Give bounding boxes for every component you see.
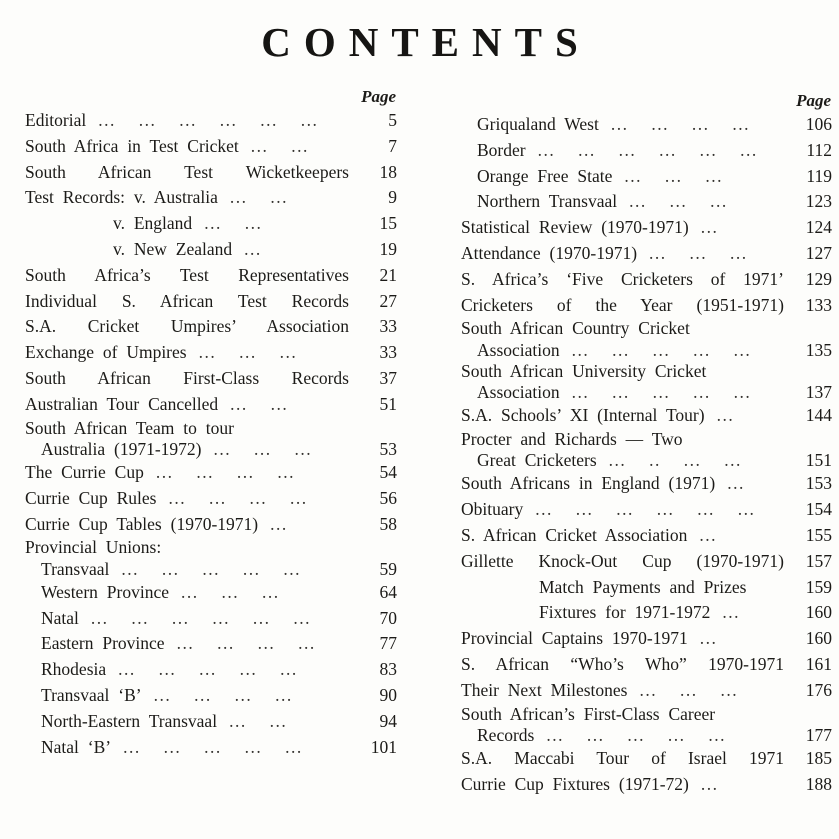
toc-entry-label: Australian Tour Cancelled — [25, 393, 219, 414]
toc-entry — [461, 293, 832, 319]
toc-entry-leader-dots: ... ... ... ... — [153, 684, 293, 705]
toc-entry-page-number: 27 — [379, 290, 397, 311]
toc-entry-page-number: 144 — [805, 405, 832, 426]
toc-entry-label: Test Records: v. Australia — [25, 187, 218, 208]
toc-entry — [461, 549, 832, 575]
toc-entry-page-number: 151 — [805, 450, 832, 471]
toc-entry-leader-dots: ... ... — [229, 187, 289, 208]
toc-entry-leader-dots: ... ... ... ... ... — [571, 381, 752, 402]
toc-entry — [461, 164, 832, 190]
toc-entry-leader-dots: ... ... ... ... — [176, 633, 316, 654]
toc-entry-leader-dots: ... ... — [229, 710, 288, 731]
toc-entry-page-number: 51 — [379, 393, 397, 414]
toc-entry — [25, 418, 397, 439]
toc-entry-page-number: 157 — [805, 550, 832, 571]
toc-entry-label: Griqualand West — [477, 114, 599, 134]
toc-entry — [25, 580, 397, 606]
toc-entry — [25, 185, 397, 211]
toc-entry-page-number: 153 — [805, 473, 832, 494]
toc-entry-leader-dots: ... ... — [230, 393, 289, 414]
toc-entry — [461, 600, 832, 626]
toc-entry-label: South African University Cricket — [461, 360, 707, 381]
toc-entry-label: Natal — [41, 607, 79, 628]
toc-entry-label: S. African “Who’s Who” 1970-1971 — [461, 653, 784, 674]
toc-entry-leader-dots: ... ... ... — [649, 242, 748, 263]
toc-entry-page-number: 56 — [379, 487, 397, 508]
toc-entry-leader-dots: ... ... ... ... ... ... — [537, 139, 758, 160]
toc-entry — [461, 112, 832, 138]
toc-entry-page-number: 161 — [805, 653, 832, 674]
toc-entry — [25, 237, 397, 263]
toc-entry-label: Match Payments and Prizes — [539, 576, 747, 597]
toc-entry-page-number: 58 — [379, 513, 397, 534]
toc-entry — [461, 429, 832, 450]
toc-entry-leader-dots: ... ... ... — [213, 438, 313, 459]
toc-entry-page-number: 64 — [379, 581, 397, 602]
toc-entry-label: South Africans in England (1971) — [461, 473, 716, 494]
toc-entry — [461, 725, 832, 746]
page-header-label: Page — [796, 91, 831, 110]
toc-entry-leader-dots: ... — [727, 473, 745, 494]
toc-entry — [461, 138, 832, 164]
toc-entry-page-number: 119 — [806, 165, 832, 186]
toc-entry-label: Cricketers of the Year (1951-1971) — [461, 294, 784, 315]
toc-entry-leader-dots: ... — [722, 602, 740, 623]
toc-entry-page-number: 59 — [379, 558, 397, 579]
toc-entry — [461, 746, 832, 772]
toc-entry-label: Individual S. African Test Records — [25, 290, 349, 311]
toc-left-column — [25, 86, 397, 760]
toc-entry-label: Procter and Richards — Two — [461, 428, 683, 449]
toc-entry-label: Natal ‘B’ — [41, 736, 112, 757]
toc-entry-label: Currie Cup Rules — [25, 487, 157, 508]
toc-entry-page-number: 18 — [379, 161, 397, 182]
toc-entry-page-number: 159 — [805, 576, 832, 597]
toc-entry-page-number: 37 — [379, 367, 397, 388]
toc-entry — [25, 340, 397, 366]
toc-entry — [25, 460, 397, 486]
toc-entry-leader-dots: ... ... — [204, 213, 263, 234]
toc-entry — [25, 314, 397, 340]
toc-entry-label: Transvaal — [41, 558, 110, 579]
toc-entry — [25, 439, 397, 460]
toc-entry — [461, 450, 832, 471]
toc-entry-label: Western Province — [41, 581, 169, 602]
toc-entry-page-number: 185 — [805, 747, 832, 768]
toc-right-rows — [461, 112, 832, 798]
toc-entry-label: North-Eastern Transvaal — [41, 710, 218, 731]
toc-entry-label: Association — [477, 381, 560, 402]
toc-entry-label: Gillette Knock-Out Cup (1970-1971) — [461, 550, 784, 571]
page-header-label: Page — [361, 87, 396, 106]
toc-entry-label: S. African Cricket Association — [461, 524, 688, 545]
toc-entry-label: Fixtures for 1971-1972 — [539, 602, 711, 623]
toc-entry-page-number: 188 — [805, 773, 832, 794]
toc-entry-page-number: 112 — [806, 139, 832, 160]
toc-entry-label: Records — [477, 724, 535, 745]
toc-entry-label: v. England — [113, 213, 193, 234]
toc-entry-page-number: 124 — [805, 217, 832, 238]
toc-entry — [25, 631, 397, 657]
toc-entry-leader-dots: ... ... ... ... — [168, 487, 308, 508]
toc-entry-leader-dots: ... ... ... ... ... ... — [90, 607, 312, 628]
toc-entry — [461, 471, 832, 497]
toc-entry-page-number: 5 — [388, 110, 397, 130]
toc-entry-page-number: 70 — [379, 607, 397, 628]
toc-entry-label: Provincial Captains 1970-1971 — [461, 628, 688, 649]
toc-entry-page-number: 15 — [379, 213, 397, 234]
toc-entry-leader-dots: ... ... ... ... ... — [546, 724, 726, 745]
toc-entry-label: v. New Zealand — [113, 238, 233, 259]
toc-entry — [461, 241, 832, 267]
toc-entry-page-number: 54 — [379, 461, 397, 482]
toc-entry — [461, 318, 832, 339]
toc-entry-page-number: 106 — [805, 114, 832, 134]
toc-entry — [461, 652, 832, 678]
toc-entry-page-number: 137 — [805, 381, 832, 402]
toc-entry-label: The Currie Cup — [25, 461, 144, 482]
toc-entry — [461, 497, 832, 523]
toc-entry — [25, 486, 397, 512]
toc-entry-leader-dots: ... — [700, 773, 719, 794]
toc-entry-leader-dots: ... ... ... — [180, 581, 280, 602]
toc-entry-page-number: 160 — [805, 602, 832, 623]
toc-left-rows — [25, 108, 397, 760]
toc-entry-label: Provincial Unions: — [25, 537, 162, 558]
toc-entry-leader-dots: ... ... ... — [624, 165, 723, 186]
toc-entry-leader-dots: ... ... ... — [198, 342, 298, 363]
toc-entry — [461, 267, 832, 293]
toc-entry-label: Exchange of Umpires — [25, 342, 187, 363]
toc-entry-label: South African Team to tour — [25, 417, 234, 438]
toc-entry — [25, 211, 397, 237]
toc-entry-page-number: 160 — [805, 628, 832, 649]
toc-entry-leader-dots: ... — [270, 513, 288, 534]
toc-entry-label: S.A. Schools’ XI (Internal Tour) — [461, 405, 705, 426]
toc-entry-page-number: 123 — [805, 191, 832, 212]
toc-entry-leader-dots: ... ... ... — [639, 679, 739, 700]
toc-entry-label: S.A. Maccabi Tour of Israel 1971 — [461, 747, 784, 768]
toc-entry-label: South Africa’s Test Representatives — [25, 264, 349, 285]
toc-entry — [25, 683, 397, 709]
toc-entry — [461, 704, 832, 725]
toc-entry-page-number: 33 — [379, 316, 397, 337]
toc-entry-page-number: 33 — [379, 342, 397, 363]
toc-entry-label: South Africa in Test Cricket — [25, 135, 239, 156]
toc-entry-label: Statistical Review (1970-1971) — [461, 217, 689, 238]
toc-entry-leader-dots: ... — [716, 405, 735, 426]
toc-entry-page-number: 127 — [805, 242, 832, 263]
toc-entry-page-number: 21 — [379, 264, 397, 285]
toc-entry-label: South African First-Class Records — [25, 367, 349, 388]
toc-entry — [25, 289, 397, 315]
toc-entry-label: Border — [477, 139, 526, 160]
toc-entry-label: Attendance (1970-1971) — [461, 242, 638, 263]
toc-entry-leader-dots: ... ... ... ... ... — [123, 736, 303, 757]
toc-entry — [25, 392, 397, 418]
toc-entry-label: South African Country Cricket — [461, 318, 690, 339]
toc-entry-label: Orange Free State — [477, 165, 613, 186]
toc-entry-label: Currie Cup Tables (1970-1971) — [25, 513, 259, 534]
toc-entry-label: S.A. Cricket Umpires’ Association — [25, 316, 349, 337]
toc-entry — [25, 160, 397, 186]
toc-entry — [25, 735, 397, 761]
toc-entry-label: Currie Cup Fixtures (1971-72) — [461, 773, 689, 794]
toc-entry-page-number: 19 — [379, 238, 397, 259]
toc-entry-leader-dots: ... ... ... — [629, 191, 728, 212]
toc-entry-leader-dots: ... — [699, 628, 718, 649]
toc-entry — [25, 709, 397, 735]
toc-entry-label: Editorial — [25, 110, 87, 130]
toc-entry-label: S. Africa’s ‘Five Cricketers of 1971’ — [461, 268, 784, 289]
toc-entry — [461, 215, 832, 241]
toc-entry — [25, 537, 397, 558]
toc-entry-leader-dots: ... ... — [250, 135, 309, 156]
toc-entry — [461, 772, 832, 798]
toc-entry-label: Their Next Milestones — [461, 679, 628, 700]
toc-entry — [461, 340, 832, 361]
toc-entry-page-number: 133 — [805, 294, 832, 315]
toc-entry-leader-dots: ... ... ... ... ... ... — [98, 110, 319, 130]
toc-entry-leader-dots: ... ... ... ... — [610, 114, 750, 134]
toc-entry — [25, 606, 397, 632]
toc-entry-page-number: 9 — [388, 187, 397, 208]
toc-entry — [461, 575, 832, 601]
toc-entry — [25, 559, 397, 580]
toc-entry-page-number: 90 — [379, 684, 397, 705]
toc-entry-page-number: 53 — [379, 438, 397, 459]
toc-entry-leader-dots: ... — [244, 238, 262, 259]
toc-entry-page-number: 129 — [805, 268, 832, 289]
toc-entry — [461, 403, 832, 429]
toc-entry — [25, 263, 397, 289]
toc-right-column — [461, 90, 832, 798]
toc-entry-label: Australia (1971-1972) — [41, 438, 202, 459]
toc-entry-page-number: 176 — [805, 679, 832, 700]
toc-entry — [25, 108, 397, 134]
toc-entry-page-number: 101 — [370, 736, 397, 757]
toc-entry — [461, 523, 832, 549]
toc-entry-page-number: 154 — [805, 499, 832, 520]
toc-entry — [25, 366, 397, 392]
toc-entry-page-number: 7 — [388, 135, 397, 156]
toc-entry — [461, 382, 832, 403]
toc-entry-leader-dots: ... ... ... ... ... ... — [535, 499, 756, 520]
toc-entry-leader-dots: ... — [700, 217, 719, 238]
toc-entry-label: South African Test Wicketkeepers — [25, 161, 349, 182]
toc-entry-label: Rhodesia — [41, 659, 107, 680]
toc-entry-label: Obituary — [461, 499, 524, 520]
toc-entry — [461, 626, 832, 652]
toc-entry-page-number: 83 — [379, 659, 397, 680]
toc-entry — [25, 134, 397, 160]
toc-entry-leader-dots: ... — [699, 524, 718, 545]
toc-entry — [461, 361, 832, 382]
toc-entry-label: Association — [477, 339, 560, 360]
toc-entry-page-number: 94 — [379, 710, 397, 731]
toc-entry-label: South African’s First-Class Career — [461, 703, 716, 724]
toc-entry-label: Eastern Province — [41, 633, 165, 654]
toc-entry-leader-dots: ... ... ... ... — [155, 461, 295, 482]
page-title: CONTENTS — [261, 19, 591, 65]
toc-entry — [25, 657, 397, 683]
toc-entry-leader-dots: ... .. ... ... — [608, 450, 742, 471]
toc-entry-page-number: 77 — [379, 633, 397, 654]
toc-entry-label: Transvaal ‘B’ — [41, 684, 142, 705]
toc-entry-page-number: 135 — [805, 339, 832, 360]
toc-entry-label: Northern Transvaal — [477, 191, 618, 212]
toc-entry — [461, 189, 832, 215]
toc-entry-leader-dots: ... ... ... ... ... — [118, 659, 298, 680]
toc-entry-page-number: 177 — [805, 724, 832, 745]
toc-entry-page-number: 155 — [805, 524, 832, 545]
toc-entry-label: Great Cricketers — [477, 450, 597, 471]
toc-entry — [461, 678, 832, 704]
toc-entry-leader-dots: ... ... ... ... ... — [571, 339, 752, 360]
toc-entry-leader-dots: ... ... ... ... ... — [121, 558, 302, 579]
toc-entry — [25, 512, 397, 538]
